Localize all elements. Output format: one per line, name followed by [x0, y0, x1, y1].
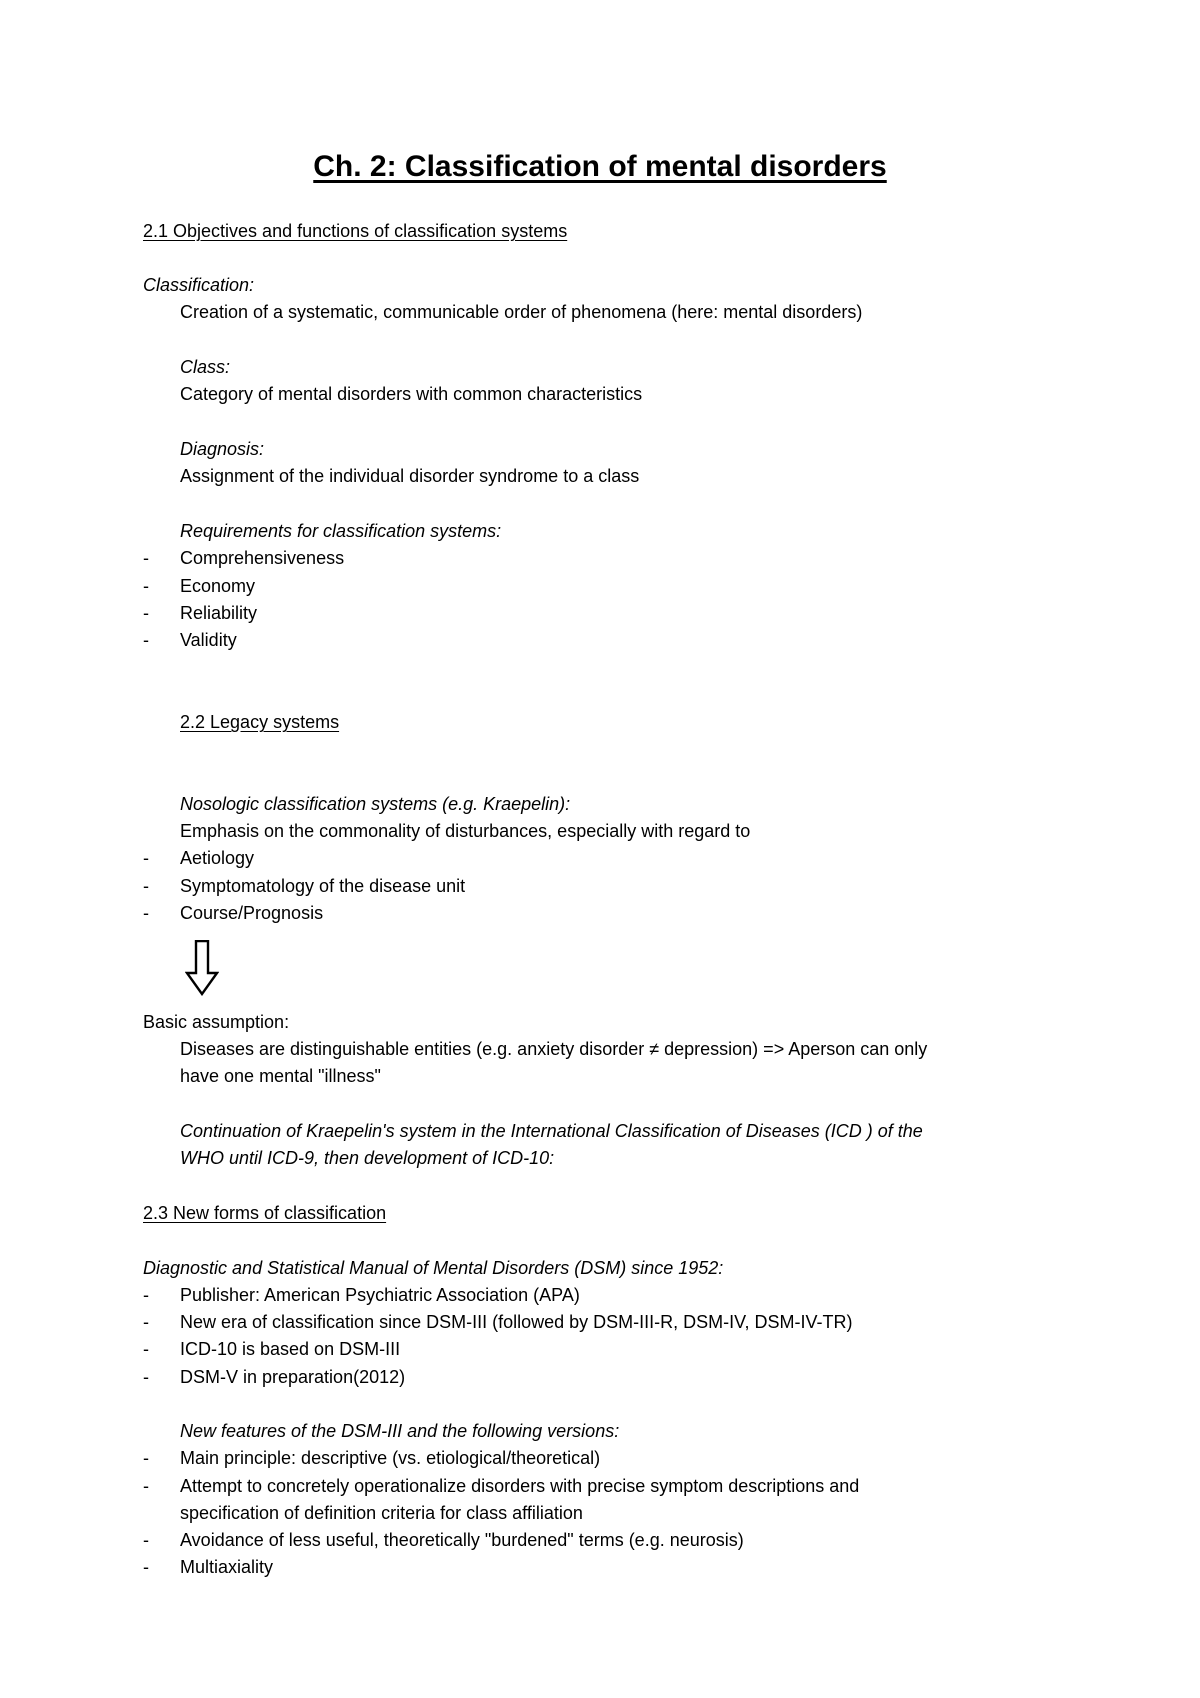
down-arrow-icon: [185, 940, 219, 1001]
list-item-continuation: specification of definition criteria for class affiliation: [180, 1503, 583, 1523]
list-item: Validity: [180, 630, 237, 650]
list-item: Comprehensiveness: [180, 548, 345, 568]
diagnosis-label: Diagnosis:: [180, 439, 265, 459]
list-item-bullet: -: [143, 576, 149, 596]
dsm-label: Diagnostic and Statistical Manual of Mental Disorders (DSM) since 1952:: [143, 1258, 724, 1278]
list-item-bullet: -: [143, 903, 149, 923]
class-label: Class:: [180, 357, 231, 377]
diagnosis-definition: Assignment of the individual disorder syndrome to a class: [180, 466, 640, 486]
list-item-bullet: -: [143, 1530, 149, 1550]
class-definition: Category of mental disorders with common characteristics: [180, 384, 643, 404]
list-item: Course/Prognosis: [180, 903, 324, 923]
section-heading-2-2: 2.2 Legacy systems: [180, 712, 340, 732]
list-item-bullet: -: [143, 603, 149, 623]
classification-definition: Creation of a systematic, communicable order of phenomena (here: mental disorders): [180, 302, 863, 322]
nosologic-label: Nosologic classification systems (e.g. Kraepelin):: [180, 794, 571, 814]
list-item: ICD-10 is based on DSM-III: [180, 1339, 401, 1359]
section-heading-2-1: 2.1 Objectives and functions of classification systems: [143, 221, 568, 241]
continuation-text-line2: WHO until ICD-9, then development of ICD-10:: [180, 1148, 555, 1168]
list-item: Publisher: American Psychiatric Association (APA): [180, 1285, 580, 1305]
list-item-bullet: -: [143, 848, 149, 868]
classification-label: Classification:: [143, 275, 255, 295]
basic-assumption-label: Basic assumption:: [143, 1012, 290, 1032]
list-item: Main principle: descriptive (vs. etiological/theoretical): [180, 1448, 601, 1468]
list-item: Symptomatology of the disease unit: [180, 876, 466, 896]
list-item-bullet: -: [143, 548, 149, 568]
list-item: Attempt to concretely operationalize disorders with precise symptom descriptions and: [180, 1476, 860, 1496]
list-item-bullet: -: [143, 1312, 149, 1332]
list-item-bullet: -: [143, 1476, 149, 1496]
list-item: Avoidance of less useful, theoretically "burdened" terms (e.g. neurosis): [180, 1530, 744, 1550]
list-item: Economy: [180, 576, 256, 596]
list-item: Multiaxiality: [180, 1557, 274, 1577]
basic-assumption-text-line1: Diseases are distinguishable entities (e.g. anxiety disorder ≠ depression) => Aperson can only: [180, 1039, 928, 1059]
basic-assumption-text-line2: have one mental "illness": [180, 1066, 381, 1086]
list-item-bullet: -: [143, 1339, 149, 1359]
list-item-bullet: -: [143, 1557, 149, 1577]
features-label: New features of the DSM-III and the following versions:: [180, 1421, 620, 1441]
list-item: Aetiology: [180, 848, 255, 868]
page-title: Ch. 2: Classification of mental disorders: [313, 150, 887, 183]
list-item-bullet: -: [143, 630, 149, 650]
list-item-bullet: -: [143, 1367, 149, 1387]
list-item-bullet: -: [143, 876, 149, 896]
list-item: New era of classification since DSM-III (followed by DSM-III-R, DSM-IV, DSM-IV-TR): [180, 1312, 853, 1332]
section-heading-2-3: 2.3 New forms of classification: [143, 1203, 387, 1223]
list-item-bullet: -: [143, 1285, 149, 1305]
requirements-label: Requirements for classification systems:: [180, 521, 502, 541]
list-item: Reliability: [180, 603, 258, 623]
nosologic-definition: Emphasis on the commonality of disturbances, especially with regard to: [180, 821, 751, 841]
list-item-bullet: -: [143, 1448, 149, 1468]
list-item: DSM-V in preparation(2012): [180, 1367, 406, 1387]
continuation-text-line1: Continuation of Kraepelin's system in the International Classification of Diseases (ICD ) of the: [180, 1121, 923, 1141]
